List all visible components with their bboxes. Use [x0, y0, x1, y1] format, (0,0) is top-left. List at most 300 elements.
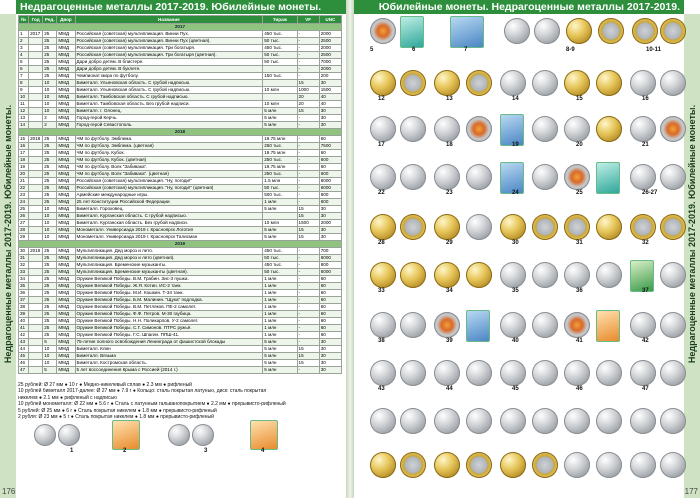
- table-cell-nom: 25: [43, 45, 57, 52]
- table-cell-name: Биметалл. Тамбовская область. С грубой надписью.: [75, 94, 263, 101]
- table-cell-name: Биметалл. Курганская область. Без грубой надписи.: [75, 220, 263, 227]
- table-cell-unc: 60: [319, 283, 341, 290]
- coin-image: [466, 452, 492, 478]
- table-cell-mint: ММД: [57, 164, 75, 171]
- table-row: [19, 185, 342, 192]
- coin-label: 7: [464, 47, 468, 53]
- table-cell-vf: -: [297, 276, 319, 283]
- table-row: [19, 178, 342, 185]
- table-cell-name: Мультипликация. Бременские музыканты.: [75, 262, 263, 269]
- table-cell-mint: ММД: [57, 213, 75, 220]
- table-cell-name: Оружие Великой Победы. Б.М. Малинин. "Щука" подлодка.: [75, 297, 263, 304]
- coin-image: [500, 408, 526, 434]
- column-header: Год: [29, 16, 43, 24]
- table-cell-vf: 15: [297, 360, 319, 367]
- table-cell-name: Российская (советская) мультипликация. Три богатыря.: [75, 45, 263, 52]
- table-cell-nom: 25: [43, 297, 57, 304]
- table-cell-unc: 30: [319, 367, 341, 374]
- coin-image: [434, 262, 460, 288]
- page-number: 176: [2, 487, 16, 496]
- table-cell-mint: ММД: [57, 136, 75, 143]
- table-cell-mintage: 5 млн: [263, 339, 297, 346]
- table-cell-name: Биметалл. г. Олонец.: [75, 108, 263, 115]
- table-cell-unc: 30: [319, 80, 341, 87]
- table-cell-unc: 40: [319, 94, 341, 101]
- table-cell-n: 46: [19, 360, 29, 367]
- table-cell-name: Мультипликация. Бременские музыканты (цветная).: [75, 269, 263, 276]
- table-cell-unc: 600: [319, 171, 341, 178]
- legend-line: 2 рубля: Ø 23 мм ● 5 г ● Сталь покрытая никелем ● 1.8 мм ● прерывисто-рифленый: [18, 414, 214, 421]
- table-row: [19, 31, 342, 38]
- table-cell-nom: 25: [43, 59, 57, 66]
- coin-image: [596, 116, 622, 142]
- coin-label: 18: [446, 142, 453, 148]
- table-cell-mint: ММД: [57, 206, 75, 213]
- table-cell-mintage: 10 млн: [263, 101, 297, 108]
- coin-image: [434, 70, 460, 96]
- table-cell-nom: 25: [43, 199, 57, 206]
- table-cell-nom: 25: [43, 276, 57, 283]
- right-side-strip: [684, 14, 700, 498]
- table-row: [19, 297, 342, 304]
- table-cell-mintage: 1 млн: [263, 304, 297, 311]
- table-cell-vf: 15: [297, 346, 319, 353]
- coin-image: [466, 116, 492, 142]
- table-cell-n: 10: [19, 94, 29, 101]
- table-cell-mintage: 5 млн: [263, 367, 297, 374]
- coin-image: [504, 18, 530, 44]
- coin-label: 39: [446, 338, 453, 344]
- coin-image: [564, 312, 590, 338]
- table-row: [19, 339, 342, 346]
- table-cell-name: Биметалл. Костромская область.: [75, 360, 263, 367]
- legend-line: 10 рублей монометалл: Ø 22 мм ● 5.6 г ● Сталь с латунным гальванопокрытием ● 2.2 мм ● прерывисто-рифленый: [18, 401, 286, 408]
- table-cell-year: [29, 269, 43, 276]
- table-cell-unc: 60: [319, 318, 341, 325]
- coin-label: 41: [576, 338, 583, 344]
- table-cell-vf: -: [297, 157, 319, 164]
- coin-label: 26-27: [642, 190, 658, 196]
- table-cell-mintage: 1 млн: [263, 199, 297, 206]
- table-cell-name: Оружие Великой Победы. В.М. Петляков. ПЕ-2 самолет.: [75, 304, 263, 311]
- coin-image: [630, 360, 656, 386]
- table-cell-nom: 25: [43, 290, 57, 297]
- table-cell-year: [29, 178, 43, 185]
- table-cell-unc: 60: [319, 325, 341, 332]
- table-cell-mint: ММД: [57, 255, 75, 262]
- coin-label: 34: [446, 288, 453, 294]
- coin-image: [434, 116, 460, 142]
- table-cell-year: [29, 52, 43, 59]
- table-cell-n: 29: [19, 234, 29, 241]
- table-cell-name: Российская (советская) мультипликация. Винни Пух (цветная).: [75, 38, 263, 45]
- coin-image: [564, 408, 590, 434]
- table-cell-nom: 10: [43, 80, 57, 87]
- table-cell-nom: 10: [43, 101, 57, 108]
- table-cell-unc: 40: [319, 101, 341, 108]
- table-cell-n: 2: [19, 38, 29, 45]
- table-cell-year: [29, 346, 43, 353]
- table-cell-mint: ММД: [57, 220, 75, 227]
- left-page: [0, 0, 346, 498]
- right-page-header: Юбилейные монеты. Недрагоценные металлы 2017-2019.: [354, 0, 684, 14]
- coin-label: 5: [370, 47, 374, 53]
- table-cell-vf: -: [297, 45, 319, 52]
- table-cell-nom: 5: [43, 339, 57, 346]
- table-cell-year: 2018: [29, 136, 43, 143]
- table-row: [19, 59, 342, 66]
- table-cell-vf: -: [297, 164, 319, 171]
- table-cell-year: [29, 94, 43, 101]
- coin-image: [466, 164, 492, 190]
- table-cell-mint: ММД: [57, 73, 75, 80]
- table-cell-nom: 25: [43, 311, 57, 318]
- table-cell-vf: -: [297, 122, 319, 129]
- table-cell-mintage: 10 млн: [263, 87, 297, 94]
- coin-image: [596, 360, 622, 386]
- table-row: [19, 73, 342, 80]
- column-header: Двор: [57, 16, 75, 24]
- coin-image: [660, 70, 686, 96]
- coin-image: [466, 262, 492, 288]
- coin-image: [630, 452, 656, 478]
- column-header: Ред.: [43, 16, 57, 24]
- table-cell-vf: -: [297, 185, 319, 192]
- table-cell-n: 7: [19, 73, 29, 80]
- table-cell-nom: 25: [43, 171, 57, 178]
- table-cell-vf: -: [297, 290, 319, 297]
- table-cell-vf: 20: [297, 101, 319, 108]
- table-cell-n: 23: [19, 192, 29, 199]
- coin-label: 25: [576, 190, 583, 196]
- table-cell-year: [29, 143, 43, 150]
- table-cell-vf: 15: [297, 213, 319, 220]
- table-cell-name: Мультипликация. Дед мороз и лето.: [75, 248, 263, 255]
- coin-label: 22: [378, 190, 385, 196]
- table-cell-year: [29, 192, 43, 199]
- year-section-row: [19, 24, 342, 31]
- table-cell-mint: ММД: [57, 94, 75, 101]
- table-cell-year: [29, 304, 43, 311]
- table-row: [19, 290, 342, 297]
- coin-label: 6: [412, 47, 416, 53]
- table-cell-nom: 25: [43, 269, 57, 276]
- table-cell-mintage: 5 млн: [263, 353, 297, 360]
- coin-image: [192, 424, 214, 446]
- table-row: [19, 143, 342, 150]
- table-row: [19, 52, 342, 59]
- coin-label: 20: [576, 142, 583, 148]
- coin-image: [566, 18, 592, 44]
- table-cell-year: [29, 185, 43, 192]
- coin-image: [400, 70, 426, 96]
- table-cell-mint: ММД: [57, 45, 75, 52]
- year-section-row: [19, 129, 342, 136]
- table-cell-n: 6: [19, 66, 29, 73]
- coin-image: [434, 164, 460, 190]
- coin-label: 19: [512, 142, 519, 148]
- table-cell-mintage: [263, 80, 297, 87]
- table-cell-unc: 60: [319, 297, 341, 304]
- coin-label: 47: [642, 386, 649, 392]
- table-cell-vf: -: [297, 311, 319, 318]
- table-cell-mint: ММД: [57, 276, 75, 283]
- table-cell-year: [29, 262, 43, 269]
- table-cell-nom: 10: [43, 94, 57, 101]
- table-cell-unc: 60: [319, 311, 341, 318]
- table-cell-vf: -: [297, 52, 319, 59]
- table-cell-vf: -: [297, 31, 319, 38]
- table-cell-mintage: 19.75 млн: [263, 150, 297, 157]
- coin-image: [564, 214, 590, 240]
- table-cell-nom: 10: [43, 108, 57, 115]
- coin-label: 14: [512, 96, 519, 102]
- table-row: [19, 94, 342, 101]
- table-row: [19, 318, 342, 325]
- table-cell-nom: 25: [43, 332, 57, 339]
- table-cell-unc: 60: [319, 290, 341, 297]
- coin-label: 32: [642, 240, 649, 246]
- table-cell-year: [29, 283, 43, 290]
- legend-line: 5 рублей: Ø 25 мм ● 6 г ● Сталь покрытая никелем ● 1.8 мм ● прерывисто-рифленый: [18, 407, 217, 414]
- table-cell-n: 1: [19, 31, 29, 38]
- table-cell-year: [29, 206, 43, 213]
- coin-image: [370, 116, 396, 142]
- coin-blister-image: [596, 310, 620, 342]
- table-cell-unc: 2500: [319, 52, 341, 59]
- table-cell-n: 41: [19, 325, 29, 332]
- coin-catalog-table: [18, 15, 342, 374]
- coin-image: [434, 360, 460, 386]
- coin-image: [564, 70, 590, 96]
- table-cell-nom: 25: [43, 38, 57, 45]
- coin-image: [400, 116, 426, 142]
- table-cell-mint: ММД: [57, 248, 75, 255]
- coin-image: [596, 70, 622, 96]
- coin-blister-image: [112, 420, 140, 450]
- table-cell-unc: 6000: [319, 178, 341, 185]
- table-cell-unc: 30: [319, 339, 341, 346]
- table-cell-vf: 15: [297, 80, 319, 87]
- table-cell-nom: 25: [43, 178, 57, 185]
- table-cell-mint: ММД: [57, 80, 75, 87]
- table-cell-n: 9: [19, 87, 29, 94]
- coin-image: [168, 424, 190, 446]
- coin-image: [534, 18, 560, 44]
- page-number: 177: [684, 487, 698, 496]
- coin-blister-image: [450, 16, 484, 48]
- table-cell-mintage: 5 млн: [263, 122, 297, 129]
- table-cell-name: Оружие Великой Победы. Ф.Ф. Петров. М-30 гаубица.: [75, 311, 263, 318]
- table-cell-nom: 25: [43, 136, 57, 143]
- coin-image: [466, 214, 492, 240]
- table-cell-unc: 30: [319, 206, 341, 213]
- coin-label: 33: [378, 288, 385, 294]
- table-cell-nom: 25: [43, 52, 57, 59]
- table-cell-n: 31: [19, 255, 29, 262]
- table-cell-unc: 60: [319, 332, 341, 339]
- coin-label: 28: [378, 240, 385, 246]
- coin-label: 44: [446, 386, 453, 392]
- table-cell-nom: 25: [43, 185, 57, 192]
- table-cell-year: [29, 367, 43, 374]
- coin-label: 21: [642, 142, 649, 148]
- coin-image: [532, 164, 558, 190]
- table-cell-vf: -: [297, 59, 319, 66]
- table-cell-mintage: [263, 213, 297, 220]
- table-cell-year: [29, 234, 43, 241]
- coin-label: 15: [576, 96, 583, 102]
- coin-label: 23: [446, 190, 453, 196]
- table-row: [19, 255, 342, 262]
- table-cell-name: Биметалл. Тамбовская область. Без грубой надписи.: [75, 101, 263, 108]
- table-cell-year: [29, 66, 43, 73]
- table-cell-nom: 5: [43, 367, 57, 374]
- coin-blister-image: [250, 420, 278, 450]
- table-cell-unc: 2000: [319, 66, 341, 73]
- table-cell-nom: 10: [43, 206, 57, 213]
- coin-image: [500, 214, 526, 240]
- table-cell-mint: ММД: [57, 185, 75, 192]
- coin-image: [564, 164, 590, 190]
- table-cell-mintage: 5 млн: [263, 115, 297, 122]
- year-label: 2017: [19, 24, 342, 31]
- table-cell-nom: 25: [43, 318, 57, 325]
- table-cell-unc: 7500: [319, 143, 341, 150]
- table-cell-nom: 10: [43, 360, 57, 367]
- table-cell-vf: -: [297, 171, 319, 178]
- table-cell-unc: 6000: [319, 269, 341, 276]
- table-cell-vf: -: [297, 255, 319, 262]
- table-cell-mintage: 250 тыс.: [263, 171, 297, 178]
- coin-image: [34, 424, 56, 446]
- table-cell-n: 39: [19, 311, 29, 318]
- table-cell-unc: 700: [319, 248, 341, 255]
- coin-image: [370, 70, 396, 96]
- table-cell-year: [29, 220, 43, 227]
- table-row: [19, 45, 342, 52]
- table-cell-name: Российская (советская) мультипликация. Три богатыря (цветная).: [75, 52, 263, 59]
- table-cell-nom: 25: [43, 143, 57, 150]
- table-cell-mintage: 1 млн: [263, 297, 297, 304]
- coin-image: [632, 18, 658, 44]
- coin-image: [466, 70, 492, 96]
- coin-image: [500, 452, 526, 478]
- table-cell-vf: -: [297, 283, 319, 290]
- table-cell-name: Армейские международные игры.: [75, 192, 263, 199]
- table-cell-mintage: 250 тыс.: [263, 143, 297, 150]
- table-cell-mintage: 250 тыс.: [263, 157, 297, 164]
- left-side-text: Недрагоценные металлы 2017-2019. Юбилейные монеты.: [3, 104, 13, 364]
- table-cell-mintage: [263, 94, 297, 101]
- table-cell-n: 34: [19, 276, 29, 283]
- table-cell-year: [29, 325, 43, 332]
- legend-line: никелем ● 2.1 мм ● рифленый с надписью: [18, 394, 117, 401]
- table-cell-mintage: 5 млн: [263, 234, 297, 241]
- table-cell-unc: 6000: [319, 255, 341, 262]
- table-cell-mintage: 450 тыс.: [263, 248, 297, 255]
- table-cell-unc: 30: [319, 234, 341, 241]
- coin-image: [660, 18, 686, 44]
- table-cell-mint: ММД: [57, 122, 75, 129]
- table-cell-n: 33: [19, 269, 29, 276]
- table-cell-mint: ММД: [57, 269, 75, 276]
- coin-label: 24: [512, 190, 519, 196]
- table-cell-year: [29, 311, 43, 318]
- table-cell-mint: ММД: [57, 290, 75, 297]
- table-cell-year: [29, 108, 43, 115]
- coin-image: [630, 312, 656, 338]
- table-cell-n: 40: [19, 318, 29, 325]
- table-cell-year: [29, 353, 43, 360]
- table-cell-year: [29, 199, 43, 206]
- table-row: [19, 248, 342, 255]
- table-cell-nom: 25: [43, 304, 57, 311]
- coin-image: [400, 408, 426, 434]
- table-row: [19, 136, 342, 143]
- table-cell-n: 5: [19, 59, 29, 66]
- table-cell-vf: -: [297, 297, 319, 304]
- table-cell-nom: 25: [43, 150, 57, 157]
- year-label: 2018: [19, 129, 342, 136]
- table-row: [19, 332, 342, 339]
- table-row: [19, 262, 342, 269]
- table-cell-year: [29, 87, 43, 94]
- coin-image: [564, 262, 590, 288]
- table-cell-vf: -: [297, 339, 319, 346]
- table-cell-name: ЧМ по футболу. Кубок.: [75, 150, 263, 157]
- column-header: №: [19, 16, 29, 24]
- table-cell-name: Биметалл. Курганская область. С грубой надписью.: [75, 213, 263, 220]
- coin-image: [630, 116, 656, 142]
- coin-image: [532, 452, 558, 478]
- table-cell-nom: 10: [43, 346, 57, 353]
- coin-image: [434, 452, 460, 478]
- table-cell-name: Биметалл. Ульяновская область. С грубой надписью.: [75, 87, 263, 94]
- table-cell-year: [29, 171, 43, 178]
- coin-label: 8-9: [566, 47, 575, 53]
- coin-image: [370, 312, 396, 338]
- table-cell-n: 24: [19, 199, 29, 206]
- coin-label: 36: [576, 288, 583, 294]
- table-cell-vf: -: [297, 143, 319, 150]
- table-cell-mint: ММД: [57, 227, 75, 234]
- coin-image: [532, 408, 558, 434]
- table-cell-mintage: 50 тыс.: [263, 52, 297, 59]
- table-cell-year: [29, 339, 43, 346]
- table-cell-nom: 25: [43, 255, 57, 262]
- table-row: [19, 80, 342, 87]
- column-header: UNC: [319, 16, 341, 24]
- table-cell-year: [29, 73, 43, 80]
- table-cell-nom: 10: [43, 220, 57, 227]
- coin-image: [630, 408, 656, 434]
- table-cell-vf: -: [297, 199, 319, 206]
- table-cell-mint: ММД: [57, 143, 75, 150]
- table-cell-vf: -: [297, 150, 319, 157]
- table-cell-mint: ММД: [57, 262, 75, 269]
- table-cell-n: 8: [19, 80, 29, 87]
- coin-blister-image: [596, 162, 620, 194]
- table-cell-mintage: 5 млн: [263, 227, 297, 234]
- table-cell-vf: -: [297, 136, 319, 143]
- table-cell-name: Биметалл. Вязьма: [75, 353, 263, 360]
- coin-image: [434, 408, 460, 434]
- table-cell-mint: ММД: [57, 38, 75, 45]
- table-cell-name: Чемпионат мира по футболу.: [75, 73, 263, 80]
- coin-image: [630, 164, 656, 190]
- table-cell-unc: 600: [319, 157, 341, 164]
